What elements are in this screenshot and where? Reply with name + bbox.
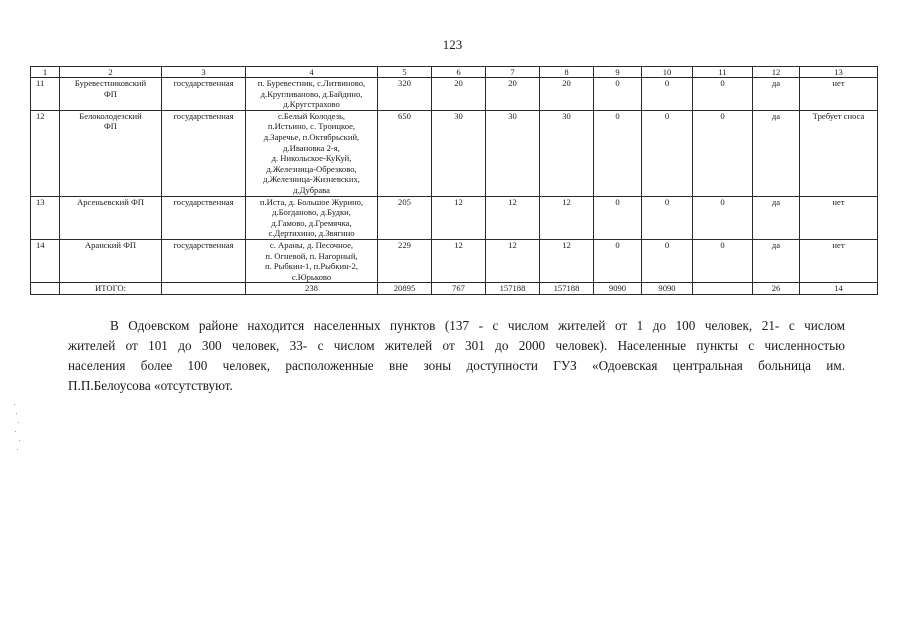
cell-6: 20: [432, 78, 486, 111]
header-cell: 12: [753, 67, 800, 78]
cell-10: 0: [642, 110, 693, 196]
cell-5: 650: [378, 110, 432, 196]
scan-artifact: [12, 404, 26, 454]
table-row: [31, 110, 878, 196]
header-cell: 6: [432, 67, 486, 78]
cell-8: 20: [540, 78, 594, 111]
row-number: 13: [31, 196, 60, 239]
cell-12: да: [753, 78, 800, 111]
table-row: [31, 239, 878, 282]
cell-6: 30: [432, 110, 486, 196]
ownership: государственная: [162, 239, 246, 282]
total-cell-10: 9090: [642, 283, 693, 295]
row-number: 12: [31, 110, 60, 196]
settlements: с.Белый Колодезь, п.Истьино, с. Троицкое, д.Заречье, п.Октябрьский, д.Ивановка 2-я, д. Никольское-КуКуй, д.Железница-Обрезково, д.Железница-Жизневских, д.Дубрава: [246, 110, 378, 196]
cell-11: 0: [693, 78, 753, 111]
cell-5: 320: [378, 78, 432, 111]
facility-name: Арсеньевский ФП: [60, 196, 162, 239]
row-number: 11: [31, 78, 60, 111]
header-cell: 1: [31, 67, 60, 78]
header-cell: 2: [60, 67, 162, 78]
total-cell-8: 157188: [540, 283, 594, 295]
paragraph-line: П.П.Белоусова «отсутствуют.: [68, 378, 233, 393]
cell-7: 20: [486, 78, 540, 111]
cell-13: нет: [800, 196, 878, 239]
total-row: [31, 283, 878, 295]
cell-13: нет: [800, 239, 878, 282]
cell-7: 12: [486, 196, 540, 239]
total-label: ИТОГО:: [60, 283, 162, 295]
header-cell: 5: [378, 67, 432, 78]
facilities-table: [30, 66, 878, 295]
cell-9: 0: [594, 196, 642, 239]
cell-11: 0: [693, 196, 753, 239]
ownership: государственная: [162, 196, 246, 239]
cell-11: 0: [693, 239, 753, 282]
total-cell-4: 238: [246, 283, 378, 295]
cell-12: да: [753, 239, 800, 282]
header-cell: 11: [693, 67, 753, 78]
cell-11: 0: [693, 110, 753, 196]
facility-name: Белоколодезский ФП: [60, 110, 162, 196]
body-paragraph: [68, 316, 845, 396]
header-cell: 10: [642, 67, 693, 78]
total-cell-6: 767: [432, 283, 486, 295]
total-blank: [31, 283, 60, 295]
paragraph-line: населения более 100 человек, расположенные вне зоны доступности ГУЗ «Одоевская центральная больница им.: [68, 358, 845, 373]
total-cell-12: 26: [753, 283, 800, 295]
header-cell: 4: [246, 67, 378, 78]
cell-12: да: [753, 196, 800, 239]
cell-10: 0: [642, 196, 693, 239]
total-cell-11: [693, 283, 753, 295]
cell-9: 0: [594, 78, 642, 111]
table-row: [31, 196, 878, 239]
cell-7: 30: [486, 110, 540, 196]
cell-8: 12: [540, 239, 594, 282]
header-cell: 8: [540, 67, 594, 78]
ownership: государственная: [162, 110, 246, 196]
total-blank: [162, 283, 246, 295]
total-cell-7: 157188: [486, 283, 540, 295]
cell-8: 12: [540, 196, 594, 239]
header-cell: 7: [486, 67, 540, 78]
facility-name: Буревестниковский ФП: [60, 78, 162, 111]
total-cell-13: 14: [800, 283, 878, 295]
paragraph-line: В Одоевском районе находится населенных пунктов (137 - с числом жителей от 1 до 100 человек, 21- с числом: [110, 318, 845, 333]
cell-6: 12: [432, 196, 486, 239]
row-number: 14: [31, 239, 60, 282]
cell-5: 205: [378, 196, 432, 239]
cell-10: 0: [642, 78, 693, 111]
facility-name: Аранский ФП: [60, 239, 162, 282]
table-header-row: [31, 67, 878, 78]
cell-13: нет: [800, 78, 878, 111]
paragraph-line: жителей от 101 до 300 человек, 33- с числом жителей от 301 до 2000 человек). Населенные пункты с численностью: [68, 338, 845, 353]
settlements: с. Араны, д. Песочное, п. Огневой, п. Нагорный, п. Рыбкин-1, п.Рыбкин-2, с.Юрьково: [246, 239, 378, 282]
page-number: 123: [442, 37, 463, 52]
cell-13: Требует сноса: [800, 110, 878, 196]
cell-9: 0: [594, 239, 642, 282]
ownership: государственная: [162, 78, 246, 111]
total-cell-5: 20895: [378, 283, 432, 295]
cell-8: 30: [540, 110, 594, 196]
table-row: [31, 78, 878, 111]
settlements: п. Буревестник, с.Литвиново, д.Кругливаново, д.Байдино, д.Кругстрахово: [246, 78, 378, 111]
header-cell: 3: [162, 67, 246, 78]
total-cell-9: 9090: [594, 283, 642, 295]
settlements: п.Иста, д. Большое Журино, д.Богданово, д.Будки, д.Гамово, д.Гремячка, с.Дертихино, д.Звягино: [246, 196, 378, 239]
cell-7: 12: [486, 239, 540, 282]
cell-5: 229: [378, 239, 432, 282]
cell-9: 0: [594, 110, 642, 196]
cell-12: да: [753, 110, 800, 196]
cell-10: 0: [642, 239, 693, 282]
header-cell: 9: [594, 67, 642, 78]
header-cell: 13: [800, 67, 878, 78]
cell-6: 12: [432, 239, 486, 282]
